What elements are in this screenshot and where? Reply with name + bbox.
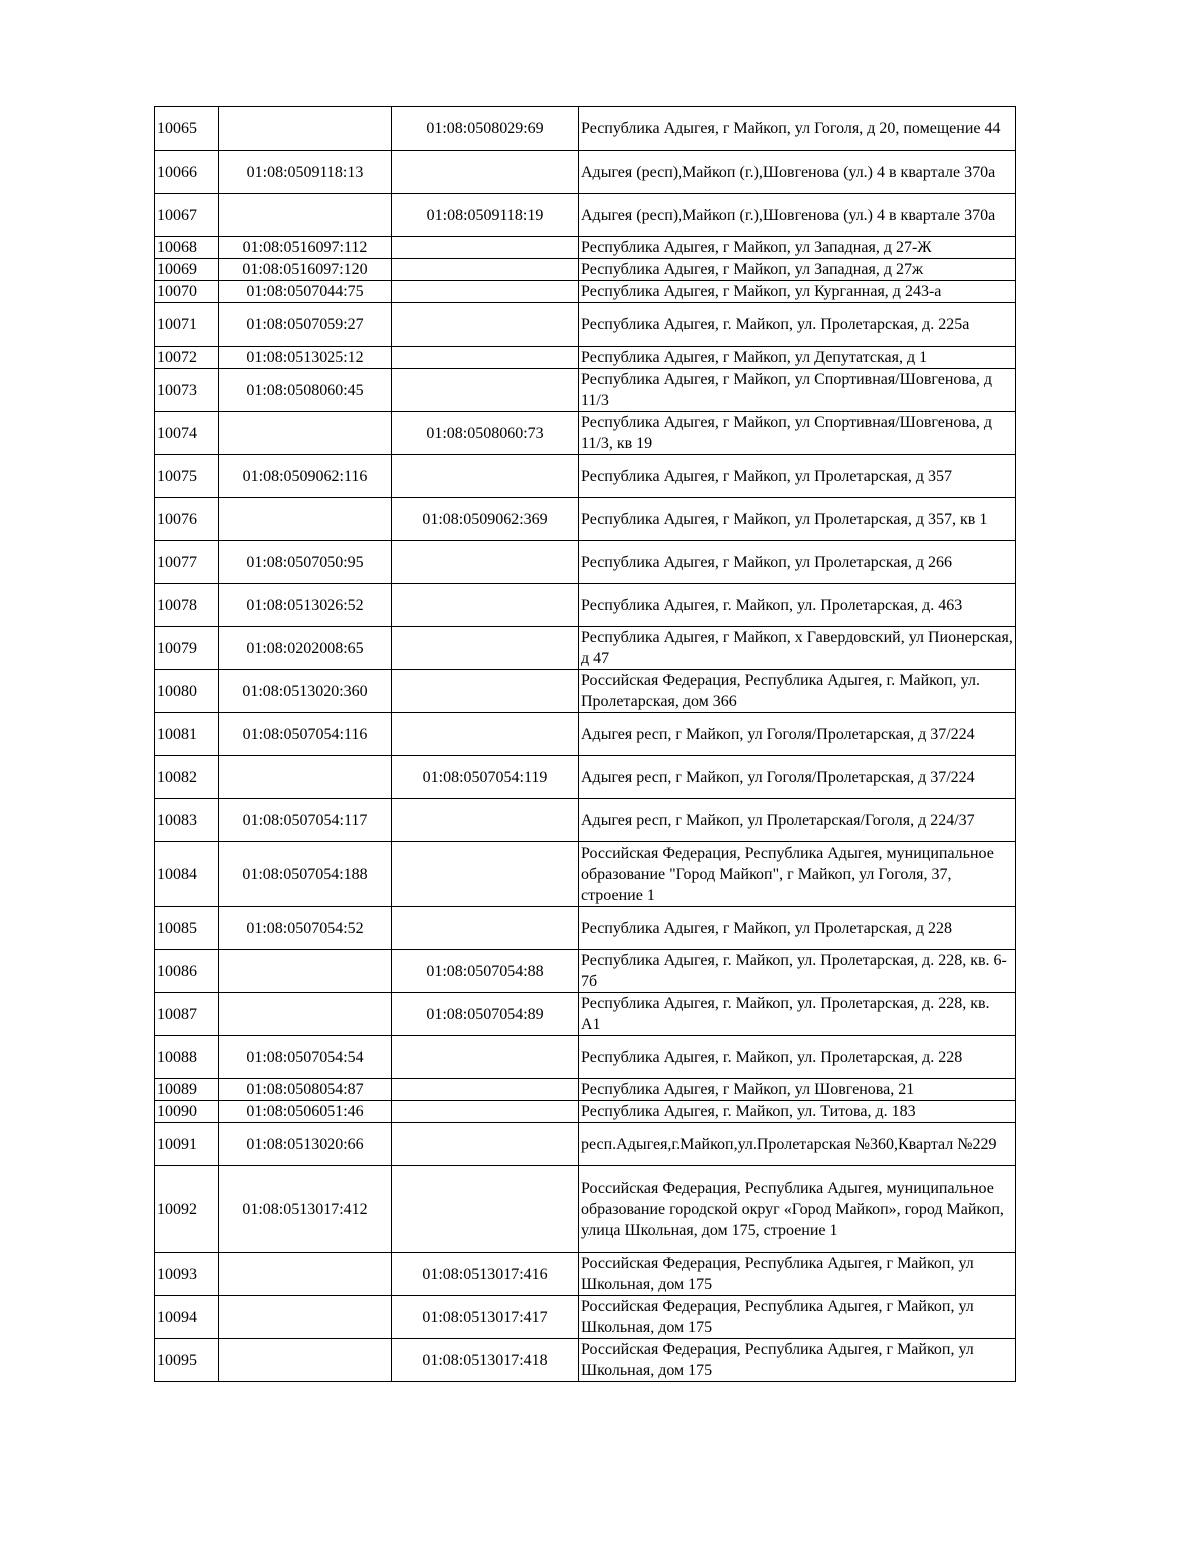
related-cadastral-number-cell [392,281,579,303]
cadastral-number-cell: 01:08:0507054:116 [219,713,392,756]
cadastral-number-cell [219,107,392,151]
row-number-cell: 10082 [155,756,219,799]
row-number-cell: 10079 [155,627,219,670]
row-number-cell: 10083 [155,799,219,842]
related-cadastral-number-cell [392,237,579,259]
address-cell: Республика Адыгея, г Майкоп, ул Пролетарская, д 357 [579,455,1016,498]
table-row [155,107,1016,151]
table-row [155,950,1016,993]
row-number-cell: 10094 [155,1296,219,1339]
table-row [155,303,1016,347]
related-cadastral-number-cell: 01:08:0508029:69 [392,107,579,151]
table-row [155,670,1016,713]
cadastral-number-cell: 01:08:0506051:46 [219,1101,392,1123]
address-cell: Российская Федерация, Республика Адыгея, муниципальное образование "Город Майкоп", г Майкоп, ул Гоголя, 37, строение 1 [579,842,1016,907]
cadastral-number-cell [219,950,392,993]
row-number-cell: 10089 [155,1079,219,1101]
related-cadastral-number-cell [392,1079,579,1101]
table-row [155,151,1016,194]
row-number-cell: 10065 [155,107,219,151]
table-row [155,194,1016,237]
table-row [155,369,1016,412]
cadastral-number-cell [219,194,392,237]
cadastral-number-cell: 01:08:0509062:116 [219,455,392,498]
table-row [155,1036,1016,1079]
table-row [155,237,1016,259]
related-cadastral-number-cell [392,303,579,347]
cadastral-number-cell: 01:08:0507050:95 [219,541,392,584]
row-number-cell: 10090 [155,1101,219,1123]
related-cadastral-number-cell [392,151,579,194]
address-cell: Российская Федерация, Республика Адыгея, муниципальное образование городской округ «Город Майкоп», город Майкоп, улица Школьная, дом 175, строение 1 [579,1166,1016,1253]
related-cadastral-number-cell: 01:08:0507054:119 [392,756,579,799]
address-cell: Республика Адыгея, г Майкоп, ул Спортивная/Шовгенова, д 11/3 [579,369,1016,412]
address-cell: Российская Федерация, Республика Адыгея, г Майкоп, ул Школьная, дом 175 [579,1296,1016,1339]
related-cadastral-number-cell [392,541,579,584]
related-cadastral-number-cell [392,369,579,412]
cadastral-number-cell [219,1253,392,1296]
cadastral-number-cell: 01:08:0516097:112 [219,237,392,259]
cadastral-number-cell: 01:08:0507044:75 [219,281,392,303]
table-row [155,281,1016,303]
row-number-cell: 10077 [155,541,219,584]
related-cadastral-number-cell: 01:08:0513017:418 [392,1339,579,1382]
cadastral-number-cell [219,1296,392,1339]
table-row [155,907,1016,950]
row-number-cell: 10086 [155,950,219,993]
address-cell: Республика Адыгея, г. Майкоп, ул. Пролетарская, д. 228 [579,1036,1016,1079]
cadastral-number-cell: 01:08:0513020:66 [219,1123,392,1166]
cadastral-number-cell: 01:08:0513020:360 [219,670,392,713]
cadastral-number-cell [219,498,392,541]
row-number-cell: 10087 [155,993,219,1036]
row-number-cell: 10069 [155,259,219,281]
address-cell: Российская Федерация, Республика Адыгея, г. Майкоп, ул. Пролетарская, дом 366 [579,670,1016,713]
row-number-cell: 10088 [155,1036,219,1079]
cadastral-number-cell: 01:08:0507054:117 [219,799,392,842]
address-cell: Республика Адыгея, г Майкоп, ул Шовгенова, 21 [579,1079,1016,1101]
cadastral-number-cell: 01:08:0202008:65 [219,627,392,670]
address-cell: Российская Федерация, Республика Адыгея, г Майкоп, ул Школьная, дом 175 [579,1253,1016,1296]
related-cadastral-number-cell: 01:08:0507054:88 [392,950,579,993]
address-cell: Адыгея респ, г Майкоп, ул Гоголя/Пролетарская, д 37/224 [579,713,1016,756]
related-cadastral-number-cell: 01:08:0509118:19 [392,194,579,237]
related-cadastral-number-cell [392,713,579,756]
row-number-cell: 10081 [155,713,219,756]
cadastral-number-cell [219,412,392,455]
related-cadastral-number-cell [392,670,579,713]
cadastral-number-cell: 01:08:0516097:120 [219,259,392,281]
row-number-cell: 10066 [155,151,219,194]
related-cadastral-number-cell [392,455,579,498]
related-cadastral-number-cell [392,907,579,950]
table-row [155,498,1016,541]
table-row [155,1339,1016,1382]
row-number-cell: 10093 [155,1253,219,1296]
related-cadastral-number-cell: 01:08:0509062:369 [392,498,579,541]
table-row [155,541,1016,584]
cadastral-number-cell: 01:08:0507054:52 [219,907,392,950]
cadastral-number-cell: 01:08:0507054:188 [219,842,392,907]
table-row [155,1079,1016,1101]
related-cadastral-number-cell [392,799,579,842]
address-cell: Российская Федерация, Республика Адыгея, г Майкоп, ул Школьная, дом 175 [579,1339,1016,1382]
row-number-cell: 10080 [155,670,219,713]
related-cadastral-number-cell [392,1036,579,1079]
table-row [155,993,1016,1036]
related-cadastral-number-cell: 01:08:0508060:73 [392,412,579,455]
related-cadastral-number-cell [392,1166,579,1253]
address-cell: Республика Адыгея, г Майкоп, ул Западная, д 27-Ж [579,237,1016,259]
related-cadastral-number-cell: 01:08:0513017:416 [392,1253,579,1296]
row-number-cell: 10073 [155,369,219,412]
related-cadastral-number-cell [392,842,579,907]
related-cadastral-number-cell [392,1123,579,1166]
row-number-cell: 10075 [155,455,219,498]
cadastral-number-cell: 01:08:0508060:45 [219,369,392,412]
cadastral-number-cell: 01:08:0507059:27 [219,303,392,347]
address-cell: Республика Адыгея, г Майкоп, ул Спортивная/Шовгенова, д 11/3, кв 19 [579,412,1016,455]
address-cell: Республика Адыгея, г Майкоп, ул Курганная, д 243-а [579,281,1016,303]
cadastral-number-cell: 01:08:0513025:12 [219,347,392,369]
address-cell: Республика Адыгея, г Майкоп, х Гавердовский, ул Пионерская, д 47 [579,627,1016,670]
related-cadastral-number-cell [392,627,579,670]
table-row [155,713,1016,756]
row-number-cell: 10095 [155,1339,219,1382]
address-cell: Республика Адыгея, г Майкоп, ул Пролетарская, д 357, кв 1 [579,498,1016,541]
table-row [155,1253,1016,1296]
address-cell: Республика Адыгея, г. Майкоп, ул. Титова, д. 183 [579,1101,1016,1123]
table-row [155,1101,1016,1123]
related-cadastral-number-cell [392,1101,579,1123]
cadastral-number-cell: 01:08:0507054:54 [219,1036,392,1079]
related-cadastral-number-cell: 01:08:0513017:417 [392,1296,579,1339]
row-number-cell: 10072 [155,347,219,369]
table-row [155,584,1016,627]
row-number-cell: 10071 [155,303,219,347]
table-row [155,259,1016,281]
row-number-cell: 10076 [155,498,219,541]
row-number-cell: 10068 [155,237,219,259]
related-cadastral-number-cell [392,347,579,369]
cadastral-number-cell: 01:08:0509118:13 [219,151,392,194]
cadastral-number-cell: 01:08:0513026:52 [219,584,392,627]
cadastral-number-cell [219,1339,392,1382]
address-cell: Республика Адыгея, г. Майкоп, ул. Пролетарская, д. 228, кв. 6-7б [579,950,1016,993]
property-registry-table [154,106,1016,1382]
address-cell: Республика Адыгея, г. Майкоп, ул. Пролетарская, д. 463 [579,584,1016,627]
address-cell: Адыгея респ, г Майкоп, ул Гоголя/Пролетарская, д 37/224 [579,756,1016,799]
address-cell: Республика Адыгея, г. Майкоп, ул. Пролетарская, д. 228, кв. А1 [579,993,1016,1036]
table-row [155,412,1016,455]
row-number-cell: 10091 [155,1123,219,1166]
table-row [155,756,1016,799]
cadastral-number-cell: 01:08:0513017:412 [219,1166,392,1253]
row-number-cell: 10070 [155,281,219,303]
row-number-cell: 10078 [155,584,219,627]
related-cadastral-number-cell: 01:08:0507054:89 [392,993,579,1036]
table-row [155,799,1016,842]
row-number-cell: 10085 [155,907,219,950]
cadastral-number-cell: 01:08:0508054:87 [219,1079,392,1101]
address-cell: Адыгея (респ),Майкоп (г.),Шовгенова (ул.) 4 в квартале 370а [579,151,1016,194]
related-cadastral-number-cell [392,584,579,627]
address-cell: Республика Адыгея, г. Майкоп, ул. Пролетарская, д. 225а [579,303,1016,347]
address-cell: Адыгея (респ),Майкоп (г.),Шовгенова (ул.) 4 в квартале 370а [579,194,1016,237]
table-row [155,1123,1016,1166]
table-row [155,842,1016,907]
address-cell: Республика Адыгея, г Майкоп, ул Западная, д 27ж [579,259,1016,281]
row-number-cell: 10067 [155,194,219,237]
row-number-cell: 10084 [155,842,219,907]
address-cell: Республика Адыгея, г Майкоп, ул Пролетарская, д 266 [579,541,1016,584]
table-row [155,1296,1016,1339]
address-cell: респ.Адыгея,г.Майкоп,ул.Пролетарская №360,Квартал №229 [579,1123,1016,1166]
cadastral-number-cell [219,993,392,1036]
address-cell: Республика Адыгея, г Майкоп, ул Гоголя, д 20, помещение 44 [579,107,1016,151]
address-cell: Адыгея респ, г Майкоп, ул Пролетарская/Гоголя, д 224/37 [579,799,1016,842]
table-row [155,1166,1016,1253]
table-row [155,627,1016,670]
registry-table-body [155,107,1016,1382]
related-cadastral-number-cell [392,259,579,281]
address-cell: Республика Адыгея, г Майкоп, ул Депутатская, д 1 [579,347,1016,369]
table-row [155,347,1016,369]
row-number-cell: 10074 [155,412,219,455]
cadastral-number-cell [219,756,392,799]
row-number-cell: 10092 [155,1166,219,1253]
address-cell: Республика Адыгея, г Майкоп, ул Пролетарская, д 228 [579,907,1016,950]
table-row [155,455,1016,498]
